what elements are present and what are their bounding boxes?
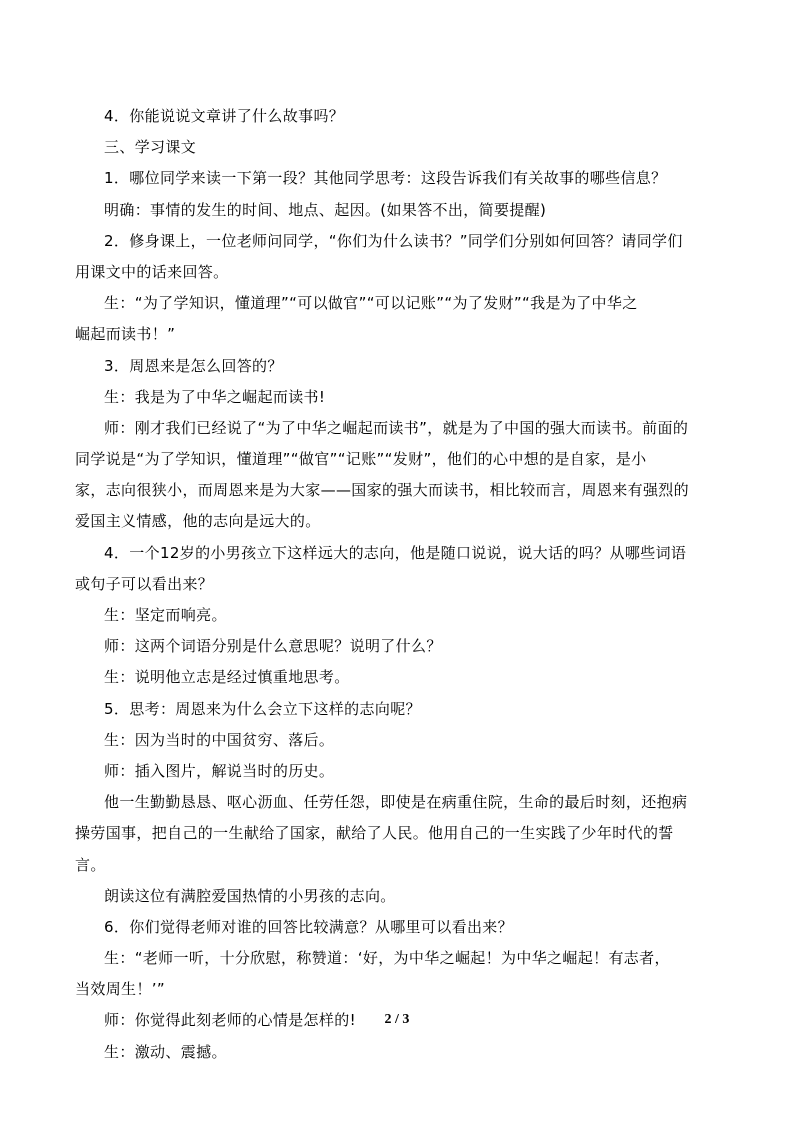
line-06: 用课文中的话来回答。: [75, 262, 229, 281]
line-27: 6．你们觉得老师对谁的回答比较满意？从哪里可以看出来？: [104, 917, 513, 936]
line-29: 当效周生！’”: [75, 980, 165, 999]
line-02: 三、学习课文: [104, 138, 197, 157]
line-25: 言。: [75, 855, 106, 874]
line-03: 1．哪位同学来读一下第一段？其他同学思考：这段告诉我们有关故事的哪些信息？: [104, 169, 667, 188]
line-12: 同学说是“为了学知识，懂道理”“做官”“记账”“发财”，他们的心中想的是自家，是小: [75, 450, 647, 469]
line-11: 师：刚才我们已经说了“为了中华之崛起而读书”，就是为了中国的强大而读书。前面的: [104, 418, 689, 437]
line-05: 2．修身课上，一位老师问同学，“你们为什么读书？”同学们分别如何回答？请同学们: [104, 231, 683, 250]
line-04: 明确：事情的发生的时间、地点、起因。(如果答不出，简要提醒): [104, 200, 547, 219]
page-number: 2 / 3: [384, 1012, 410, 1027]
line-31: 生：激动、震撼。: [104, 1042, 227, 1061]
line-13: 家，志向很狭小，而周恩来是为大家——国家的强大而读书，相比较而言，周恩来有强烈的: [75, 481, 690, 500]
line-23: 他一生勤勤恳恳、呕心沥血、任劳任怨，即使是在病重住院，生命的最后时刻，还抱病: [104, 793, 688, 812]
line-19: 生：说明他立志是经过慎重地思考。: [104, 668, 350, 687]
line-16: 或句子可以看出来？: [75, 574, 214, 593]
line-15: 4．一个12岁的小男孩立下这样远大的志向，他是随口说说，说大话的吗？从哪些词语: [104, 543, 687, 562]
document-body: [75, 101, 694, 1068]
line-07: 生：“为了学知识，懂道理”“可以做官”“可以记账”“为了发财”“我是为了中华之: [104, 294, 638, 313]
line-18: 师：这两个词语分别是什么意思呢？说明了什么？: [104, 637, 442, 656]
line-22: 师：插入图片，解说当时的历史。: [104, 761, 335, 780]
line-28: 生：“老师一听，十分欣慰，称赞道：‘好，为中华之崛起！为中华之崛起！有志者，: [104, 949, 670, 968]
line-17: 生：坚定而响亮。: [104, 606, 227, 624]
line-26: 朗读这位有满腔爱国热情的小男孩的志向。: [104, 886, 396, 905]
line-24: 操劳国事，把自己的一生献给了国家，献给了人民。他用自己的一生实践了少年时代的誓: [75, 824, 674, 843]
line-21: 生：因为当时的中国贫穷、落后。: [104, 730, 335, 749]
line-20: 5．思考：周恩来为什么会立下这样的志向呢？: [104, 699, 421, 718]
line-08: 崛起而读书！”: [75, 325, 176, 344]
line-10: 生：我是为了中华之崛起而读书!: [104, 387, 326, 406]
line-09: 3．周恩来是怎么回答的？: [104, 356, 283, 375]
line-30: 师：你觉得此刻老师的心情是怎样的!: [104, 1011, 356, 1030]
line-01: 4．你能说说文章讲了什么故事吗？: [104, 107, 345, 125]
line-14: 爱国主义情感，他的志向是远大的。: [75, 512, 321, 531]
